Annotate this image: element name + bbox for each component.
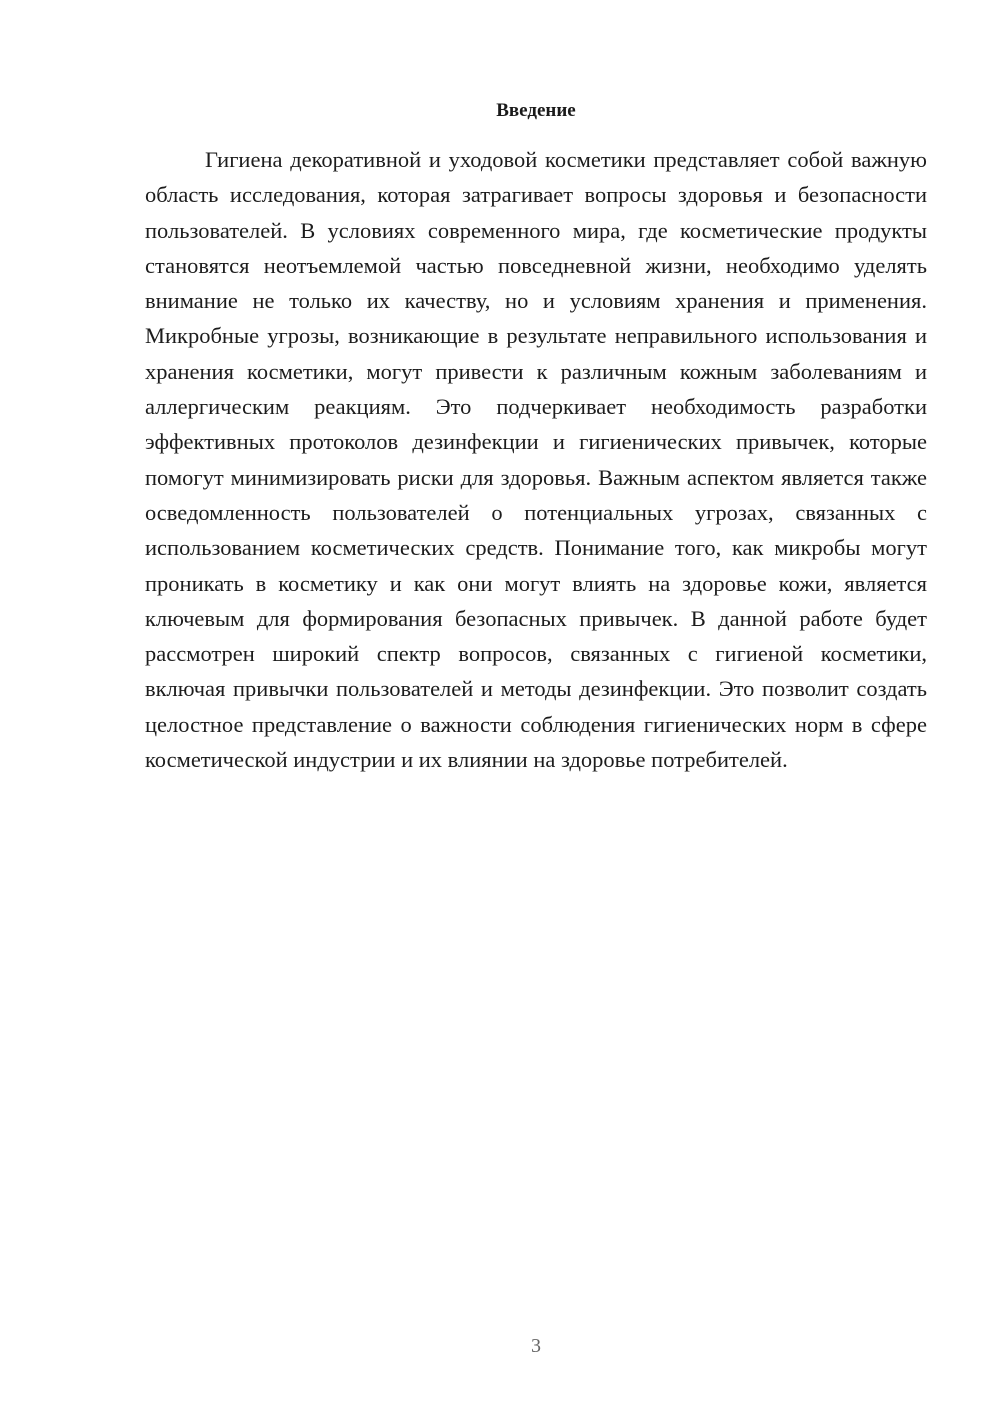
page-number: 3 — [531, 1335, 541, 1357]
body-paragraph: Гигиена декоративной и уходовой косметики представляет собой важную область исследования, которая затрагивает вопросы здоровья и безопасности пользователей. В условиях современного мира, где косметические продукты становятся неотъемлемой частью повседневной жизни, необходимо уделять внимание не только их качеству, но и условиям хранения и применения. Микробные угрозы, возникающие в результате неправильного использования и хранения косметики, могут привести к различным кожным заболеваниям и аллергическим реакциям. Это подчеркивает необходимость разработки эффективных протоколов дезинфекции и гигиенических привычек, которые помогут минимизировать риски для здоровья. Важным аспектом является также осведомленность пользователей о потенциальных угрозах, связанных с использованием косметических средств. Понимание того, как микробы могут проникать в косметику и как они могут влиять на здоровье кожи, является ключевым для формирования безопасных привычек. В данной работе будет рассмотрен широкий спектр вопросов, связанных с гигиеной косметики, включая привычки пользователей и методы дезинфекции. Это позволит создать целостное представление о важности соблюдения гигиенических норм в сфере косметической индустрии и их влиянии на здоровье потребителей. — [145, 147, 927, 773]
section-heading: Введение — [496, 100, 576, 121]
